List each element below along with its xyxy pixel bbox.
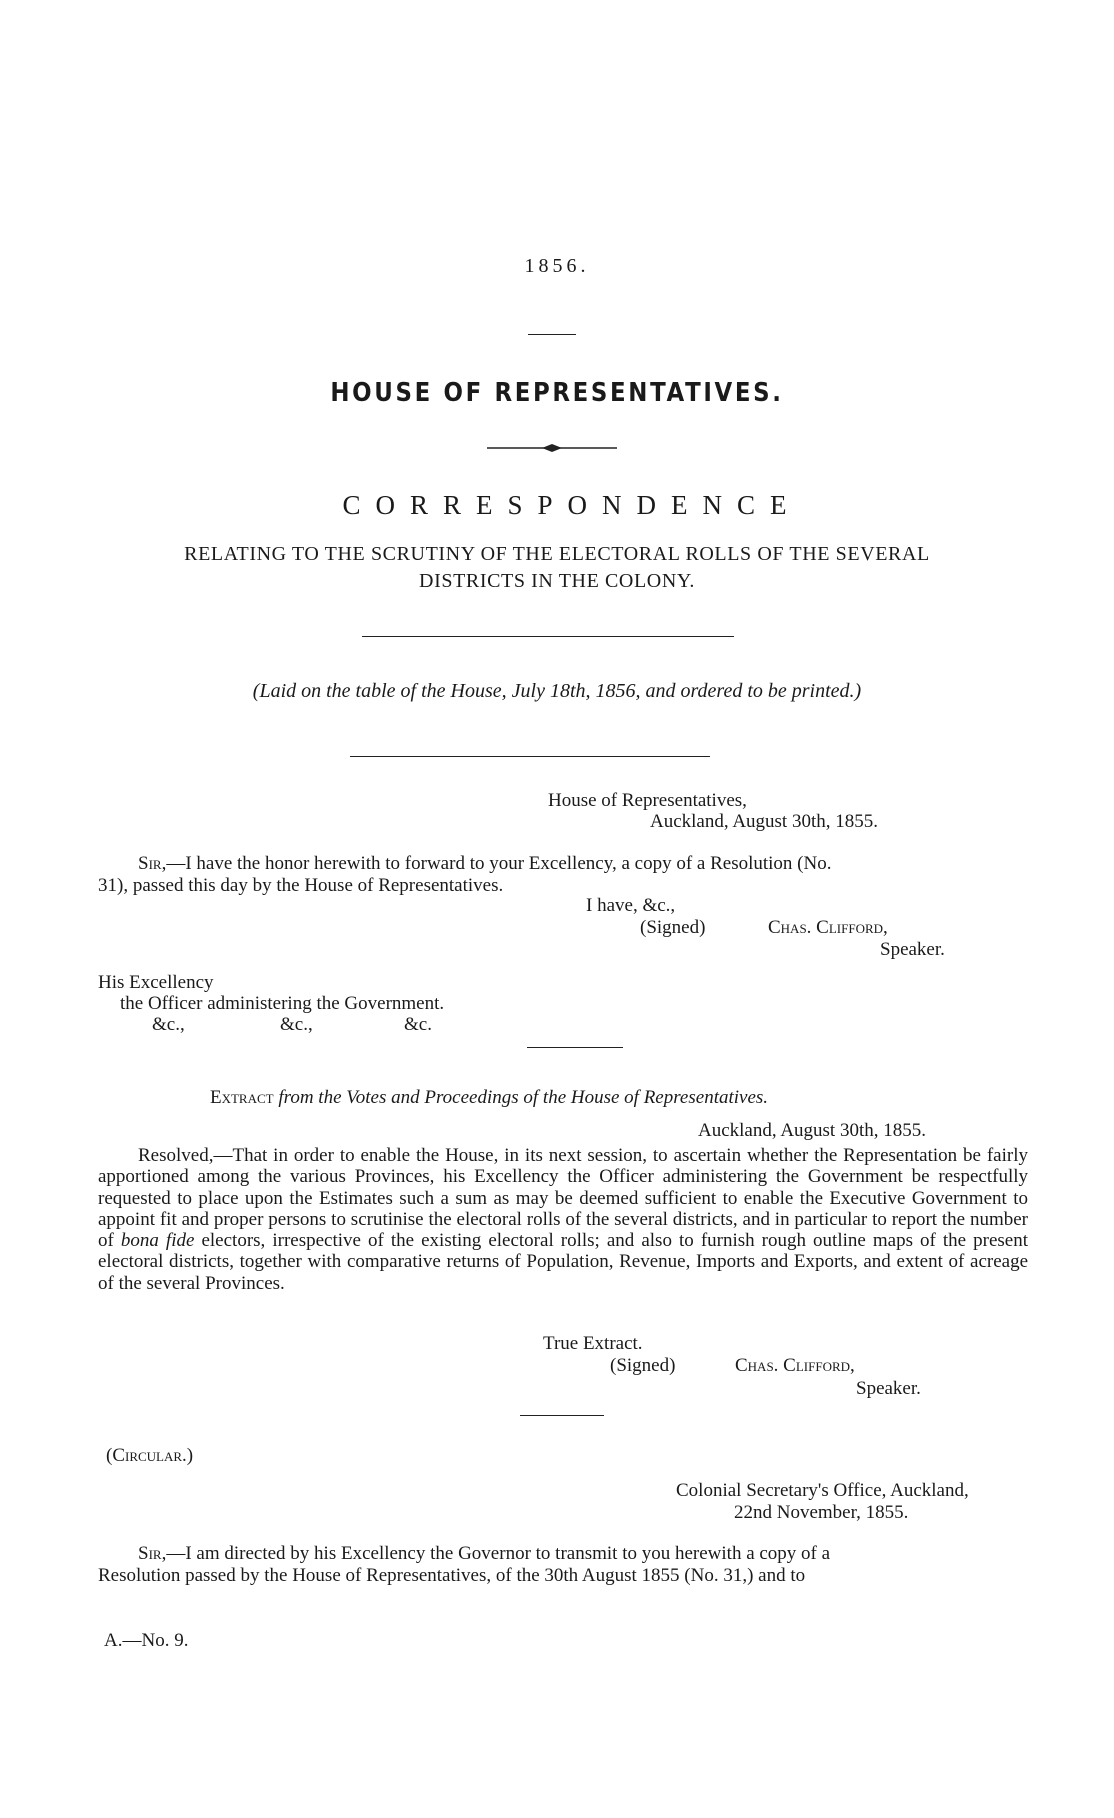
salutation: Sir, bbox=[138, 853, 167, 874]
letter1-body-line-2: 31), passed this day by the House of Representatives. bbox=[98, 875, 504, 896]
extract-signed: (Signed) bbox=[610, 1355, 676, 1376]
circular-label: (Circular.) bbox=[106, 1445, 194, 1466]
correspondence-title: CORRESPONDENCE bbox=[342, 490, 802, 520]
house-heading: HOUSE OF REPRESENTATIVES. bbox=[330, 378, 784, 408]
extract-signature: Chas. Clifford, bbox=[735, 1355, 855, 1376]
document-reference: A.—No. 9. bbox=[104, 1630, 189, 1651]
extract-signatory-title: Speaker. bbox=[856, 1378, 921, 1399]
divider-short-2 bbox=[527, 1047, 623, 1048]
divider-long-1 bbox=[362, 636, 734, 637]
letter1-signatory-title: Speaker. bbox=[880, 939, 945, 960]
circular-salutation: Sir, bbox=[138, 1543, 167, 1564]
addressee-line-2: the Officer administering the Government. bbox=[120, 993, 445, 1014]
letter1-sender: House of Representatives, bbox=[548, 790, 747, 811]
etc-1: &c., bbox=[152, 1014, 185, 1035]
subtitle-line-1: RELATING TO THE SCRUTINY OF THE ELECTORAL ROLLS OF THE SEVERAL bbox=[184, 543, 930, 565]
subtitle-line-2: DISTRICTS IN THE COLONY. bbox=[419, 570, 695, 592]
circular-office: Colonial Secretary's Office, Auckland, bbox=[676, 1480, 969, 1501]
letter1-signature: Chas. Clifford, bbox=[768, 917, 888, 938]
addressee-line-1: His Excellency bbox=[98, 972, 214, 993]
true-extract: True Extract. bbox=[543, 1333, 643, 1354]
laid-on-table-note: (Laid on the table of the House, July 18th, 1856, and ordered to be printed.) bbox=[252, 680, 862, 702]
divider-long-2 bbox=[350, 756, 710, 757]
letter1-closing: I have, &c., bbox=[586, 895, 676, 916]
letter1-signed: (Signed) bbox=[640, 917, 706, 938]
divider-short-3 bbox=[520, 1415, 604, 1416]
divider-short bbox=[528, 334, 576, 335]
circular-body-line-2: Resolution passed by the House of Representatives, of the 30th August 1855 (No. 31,) and to bbox=[98, 1565, 806, 1586]
letter1-body-line-1: Sir,—I have the honor herewith to forward to your Excellency, a copy of a Resolution (No. bbox=[138, 853, 832, 874]
document-year: 1856. bbox=[524, 255, 590, 277]
ornamental-divider-icon bbox=[487, 442, 617, 454]
circular-date: 22nd November, 1855. bbox=[734, 1502, 909, 1523]
circular-body-line-1: Sir,—I am directed by his Excellency the Governor to transmit to you herewith a copy of a bbox=[138, 1543, 831, 1564]
etc-3: &c. bbox=[404, 1014, 432, 1035]
resolution-paragraph: Resolved,—That in order to enable the House, in its next session, to ascertain whether the Representation be fairly apportioned among the various Provinces, his Excellency the Officer administering the Government be respectfully requested to place upon the Estimates such a sum as may be deemed sufficient to enable the Executive Government to appoint fit and proper persons to scrutinise the electoral rolls of the several districts, and in particular to report the number of bona fide electors, irrespective of the existing electoral rolls; and also to furnish rough outline maps of the present electoral districts, together with comparative returns of Population, Revenue, Imports and Exports, and extent of acreage of the several Provinces. bbox=[98, 1145, 1029, 1294]
letter1-place-date: Auckland, August 30th, 1855. bbox=[650, 811, 878, 832]
etc-2: &c., bbox=[280, 1014, 313, 1035]
extract-place-date: Auckland, August 30th, 1855. bbox=[698, 1120, 926, 1141]
extract-heading: Extract from the Votes and Proceedings of the House of Representatives. bbox=[210, 1087, 769, 1108]
